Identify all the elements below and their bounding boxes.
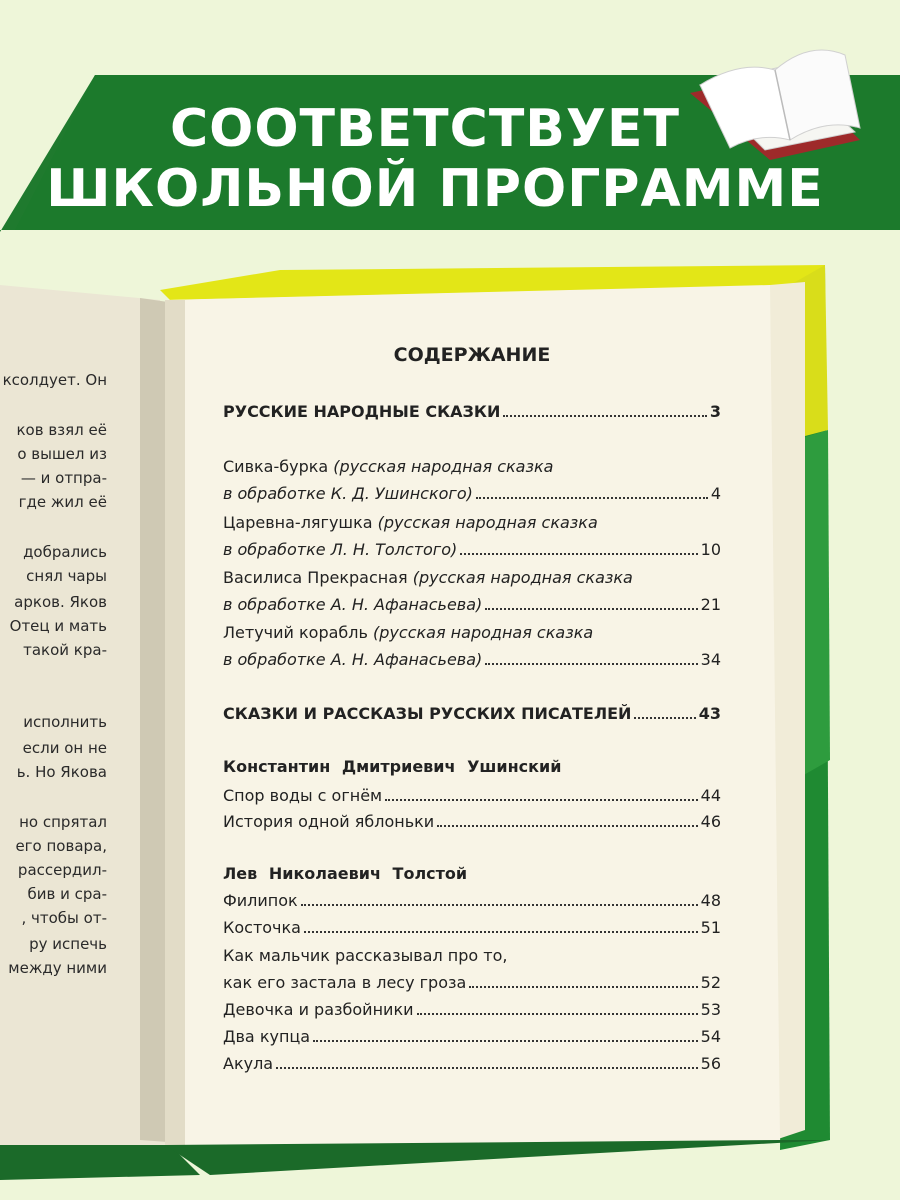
toc-entry: как его застала в лесу гроза 52 <box>223 973 721 992</box>
left-line: между ними <box>8 959 107 977</box>
toc-entry: Спор воды с огнём 44 <box>223 786 721 805</box>
left-line: если он не <box>22 739 107 757</box>
left-line: добрались <box>23 543 107 561</box>
left-line: рассердил- <box>17 861 107 879</box>
toc-entry: Филипок 48 <box>223 891 721 910</box>
toc-author-ushinsky: Константин Дмитриевич Ушинский <box>223 757 562 776</box>
toc-section-russian-writers: СКАЗКИ И РАССКАЗЫ РУССКИХ ПИСАТЕЛЕЙ 43 <box>223 704 721 723</box>
left-line: где жил её <box>18 493 107 511</box>
toc-entry: в обработке А. Н. Афанасьева) 21 <box>223 595 721 614</box>
left-line: его повара, <box>15 837 107 855</box>
left-line: , чтобы от- <box>21 909 107 927</box>
banner-title-line1: СООТВЕТСТВУЕТ <box>169 99 681 159</box>
toc-entry: Два купца 54 <box>223 1027 721 1046</box>
left-line: исполнить <box>23 713 107 731</box>
toc-entry: в обработке Л. Н. Толстого) 10 <box>223 540 721 559</box>
toc-entry-title: Сивка-бурка (русская народная сказка <box>223 457 554 476</box>
toc-entry: История одной яблоньки 46 <box>223 812 721 831</box>
left-line: — и отпра- <box>20 469 107 487</box>
left-line: ксолдует. Он <box>2 371 107 389</box>
left-line: снял чары <box>26 567 107 585</box>
toc-entry: в обработке А. Н. Афанасьева) 34 <box>223 650 721 669</box>
toc-entry-title: Василиса Прекрасная (русская народная сказка <box>223 568 633 587</box>
toc-section-folk-tales: РУССКИЕ НАРОДНЫЕ СКАЗКИ 3 <box>223 402 721 421</box>
left-line: Отец и мать <box>9 617 107 635</box>
toc-entry: Девочка и разбойники 53 <box>223 1000 721 1019</box>
toc-entry-title: Как мальчик рассказывал про то, <box>223 946 508 965</box>
left-line: арков. Яков <box>14 593 107 611</box>
toc-entry: в обработке К. Д. Ушинского) 4 <box>223 484 721 503</box>
left-line: такой кра- <box>23 641 107 659</box>
toc-entry: Акула 56 <box>223 1054 721 1073</box>
toc-heading: СОДЕРЖАНИЕ <box>393 344 551 366</box>
toc-entry: Косточка 51 <box>223 918 721 937</box>
toc-author-tolstoy: Лев Николаевич Толстой <box>223 864 468 883</box>
left-line: ков взял её <box>16 421 107 439</box>
toc-entry-title: Царевна-лягушка (русская народная сказка <box>223 513 598 532</box>
left-line: но спрятал <box>19 813 107 831</box>
left-line: о вышел из <box>17 445 107 463</box>
left-line: бив и сра- <box>27 885 107 903</box>
toc-entry-title: Летучий корабль (русская народная сказка <box>223 623 594 642</box>
left-line: ру испечь <box>29 935 107 953</box>
left-line: ь. Но Якова <box>16 763 107 781</box>
banner-title-line2: ШКОЛЬНОЙ ПРОГРАММЕ <box>46 159 824 219</box>
